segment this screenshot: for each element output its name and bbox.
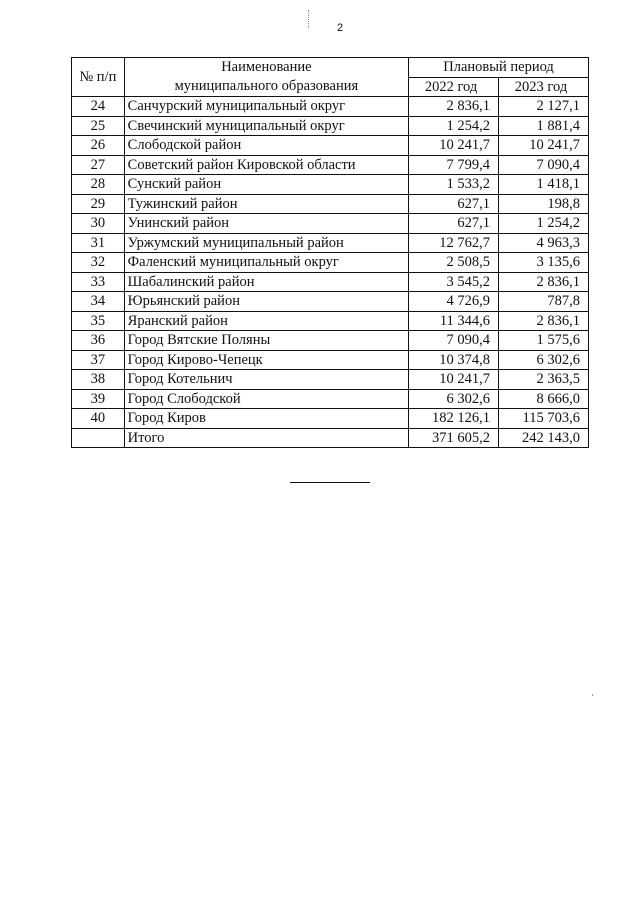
row-municipality-name: Яранский район [124,311,408,331]
row-municipality-name: Юрьянский район [124,292,408,312]
header-year-2023: 2023 год [499,77,589,97]
row-value-2022: 3 545,2 [409,272,499,292]
row-number: 30 [72,214,125,234]
table-row [72,136,589,156]
table-row [72,389,589,409]
row-municipality-name: Свечинский муниципальный округ [124,116,408,136]
row-number: 40 [72,409,125,429]
table-row [72,409,589,429]
row-number: 26 [72,136,125,156]
row-municipality-name: Слободской район [124,136,408,156]
row-value-2023: 787,8 [499,292,589,312]
total-label: Итого [124,428,408,448]
table-header-row [72,58,589,78]
row-value-2023: 1 254,2 [499,214,589,234]
row-number: 29 [72,194,125,214]
row-municipality-name: Унинский район [124,214,408,234]
total-number [72,428,125,448]
row-value-2023: 1 418,1 [499,175,589,195]
row-value-2022: 10 241,7 [409,136,499,156]
row-number: 35 [72,311,125,331]
header-municipality-line1: Наименование [221,59,312,75]
row-municipality-name: Уржумский муниципальный район [124,233,408,253]
header-year-2022: 2022 год [409,77,499,97]
row-number: 34 [72,292,125,312]
row-number: 33 [72,272,125,292]
row-municipality-name: Тужинский район [124,194,408,214]
row-number: 24 [72,97,125,117]
total-2023: 242 143,0 [499,428,589,448]
header-municipality [124,58,408,97]
table-row [72,311,589,331]
row-value-2022: 182 126,1 [409,409,499,429]
row-value-2023: 8 666,0 [499,389,589,409]
row-value-2022: 627,1 [409,194,499,214]
header-number: № п/п [72,58,125,97]
end-of-document-rule [290,482,370,483]
table-row [72,194,589,214]
row-value-2023: 2 836,1 [499,311,589,331]
row-municipality-name: Город Слободской [124,389,408,409]
row-number: 28 [72,175,125,195]
row-number: 38 [72,370,125,390]
table-row [72,175,589,195]
header-municipality-line2: муниципального образования [174,78,359,94]
row-value-2022: 10 374,8 [409,350,499,370]
row-number: 36 [72,331,125,351]
table-row [72,272,589,292]
table-row [72,97,589,117]
row-number: 37 [72,350,125,370]
header-planning-period: Плановый период [409,58,589,78]
table-total-row [72,428,589,448]
row-value-2023: 1 575,6 [499,331,589,351]
table-row [72,116,589,136]
row-value-2023: 2 836,1 [499,272,589,292]
row-number: 31 [72,233,125,253]
row-municipality-name: Город Кирово-Чепецк [124,350,408,370]
row-value-2022: 627,1 [409,214,499,234]
row-value-2022: 7 090,4 [409,331,499,351]
row-number: 25 [72,116,125,136]
table-row [72,370,589,390]
row-number: 32 [72,253,125,273]
table-row [72,331,589,351]
row-value-2023: 1 881,4 [499,116,589,136]
row-value-2023: 115 703,6 [499,409,589,429]
table-row [72,292,589,312]
page-number: 2 [336,22,344,34]
row-value-2022: 1 533,2 [409,175,499,195]
scan-speck [592,694,593,696]
row-value-2022: 1 254,2 [409,116,499,136]
row-municipality-name: Санчурский муниципальный округ [124,97,408,117]
row-municipality-name: Город Вятские Поляны [124,331,408,351]
total-2022: 371 605,2 [409,428,499,448]
row-value-2023: 7 090,4 [499,155,589,175]
row-municipality-name: Город Котельнич [124,370,408,390]
row-municipality-name: Фаленский муниципальный округ [124,253,408,273]
row-municipality-name: Сунский район [124,175,408,195]
budget-allocation-table [71,57,589,448]
row-municipality-name: Шабалинский район [124,272,408,292]
row-value-2022: 6 302,6 [409,389,499,409]
table-row [72,233,589,253]
row-value-2023: 2 127,1 [499,97,589,117]
row-value-2022: 11 344,6 [409,311,499,331]
row-value-2022: 10 241,7 [409,370,499,390]
row-value-2022: 12 762,7 [409,233,499,253]
row-number: 39 [72,389,125,409]
row-value-2023: 2 363,5 [499,370,589,390]
row-value-2023: 6 302,6 [499,350,589,370]
row-value-2023: 4 963,3 [499,233,589,253]
table-body [72,97,589,429]
row-value-2023: 10 241,7 [499,136,589,156]
row-municipality-name: Советский район Кировской области [124,155,408,175]
row-value-2022: 2 836,1 [409,97,499,117]
row-number: 27 [72,155,125,175]
table-row [72,155,589,175]
row-value-2022: 2 508,5 [409,253,499,273]
table-row [72,214,589,234]
row-value-2022: 4 726,9 [409,292,499,312]
row-municipality-name: Город Киров [124,409,408,429]
row-value-2023: 3 135,6 [499,253,589,273]
table-row [72,253,589,273]
table-row [72,350,589,370]
row-value-2022: 7 799,4 [409,155,499,175]
row-value-2023: 198,8 [499,194,589,214]
